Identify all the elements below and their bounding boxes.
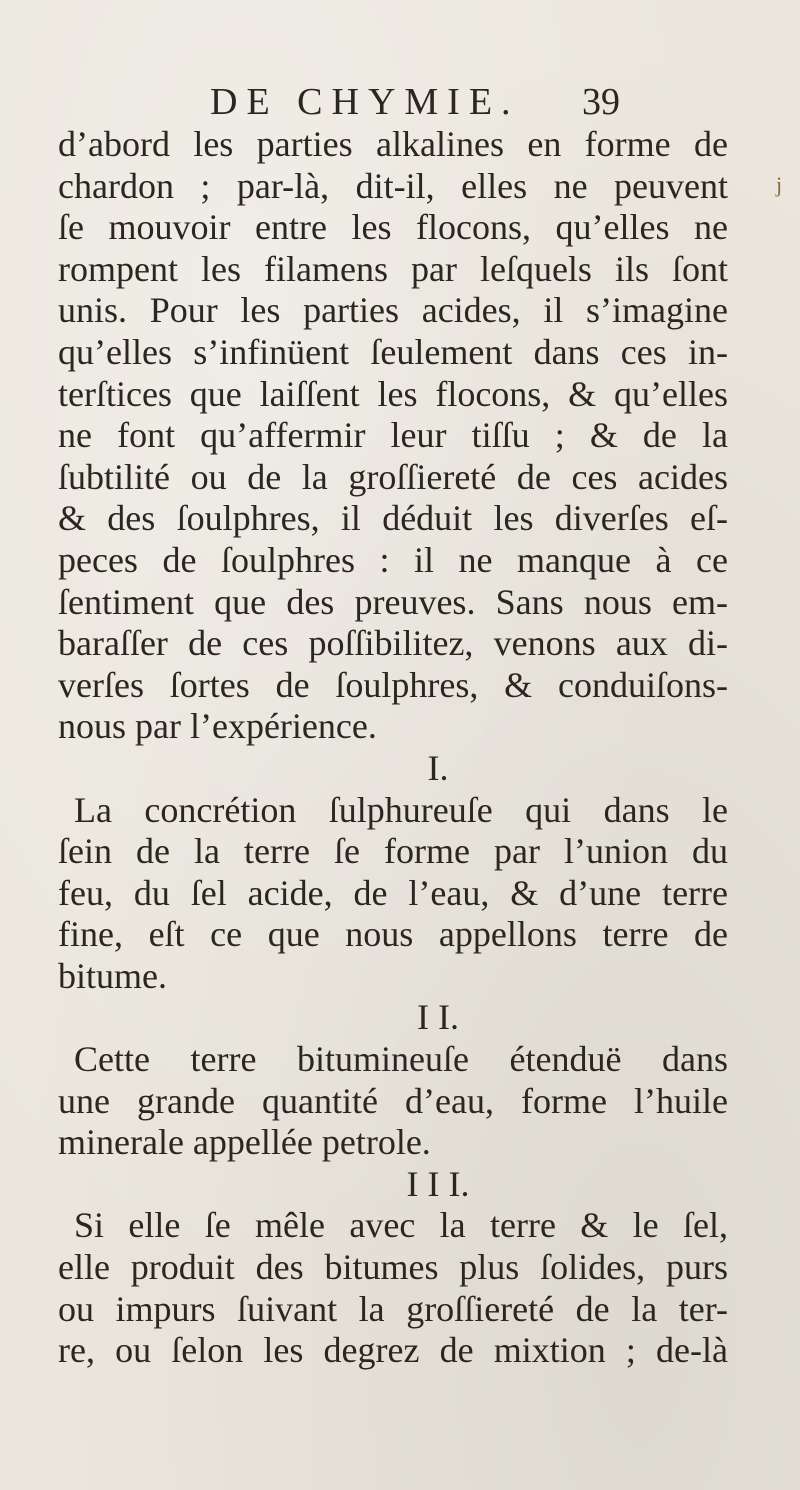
text-line: nous par l’expérience. xyxy=(58,706,377,747)
text-line: elle produit des bitumes plus ſolides, purs xyxy=(58,1247,728,1288)
text-line: minerale appellée petrole. xyxy=(58,1122,431,1163)
text-line: baraſſer de ces poſſibilitez, venons aux di- xyxy=(58,623,728,664)
text-line: qu’elles s’infinüent ſeulement dans ces in- xyxy=(58,331,728,372)
text-line: rompent les filamens par leſquels ils ſont xyxy=(58,248,728,289)
text-line: terſtices que laiſſent les flocons, & qu’elles xyxy=(58,373,728,414)
text-line: re, ou ſelon les degrez de mixtion ; de-là xyxy=(58,1330,728,1371)
text-line: une grande quantité d’eau, forme l’huile xyxy=(58,1080,728,1121)
section-numeral: I. xyxy=(427,747,449,788)
running-head xyxy=(200,80,660,124)
text-line: peces de ſoulphres : il ne manque à ce xyxy=(58,539,728,580)
text-line: ſein de la terre ſe forme par l’union du xyxy=(58,831,728,872)
text-line: Si elle ſe mêle avec la terre & le ſel, xyxy=(74,1205,728,1246)
margin-mark: j xyxy=(776,172,783,197)
text-line: ſentiment que des preuves. Sans nous em- xyxy=(58,581,728,622)
text-line: La concrétion ſulphureuſe qui dans le xyxy=(74,789,728,830)
text-line: Cette terre bitumineuſe étenduë dans xyxy=(74,1039,728,1080)
body-text xyxy=(58,124,728,1372)
text-line: chardon ; par-là, dit-il, elles ne peuvent xyxy=(58,165,728,206)
section-numeral: I I I. xyxy=(406,1163,470,1204)
text-line: d’abord les parties alkalines en forme de xyxy=(58,124,728,164)
text-line: feu, du ſel acide, de l’eau, & d’une terre xyxy=(58,872,728,913)
text-line: ou impurs ſuivant la groſſiereté de la ter- xyxy=(58,1288,728,1329)
text-line: verſes ſortes de ſoulphres, & conduiſons- xyxy=(58,664,728,705)
text-line: unis. Pour les parties acides, il s’imagine xyxy=(58,290,728,331)
section-numeral: I I. xyxy=(417,997,459,1038)
text-line: fine, eſt ce que nous appellons terre de xyxy=(58,914,728,955)
text-line: ſe mouvoir entre les flocons, qu’elles ne xyxy=(58,207,728,248)
text-line: & des ſoulphres, il déduit les diverſes eſ- xyxy=(58,498,728,539)
text-line: bitume. xyxy=(58,955,167,996)
page-number: 39 xyxy=(582,81,620,123)
text-line: ſubtilité ou de la groſſiereté de ces acides xyxy=(58,456,728,497)
text-line: ne font qu’affermir leur tiſſu ; & de la xyxy=(58,415,728,456)
running-title: DE CHYMIE. xyxy=(210,81,520,123)
